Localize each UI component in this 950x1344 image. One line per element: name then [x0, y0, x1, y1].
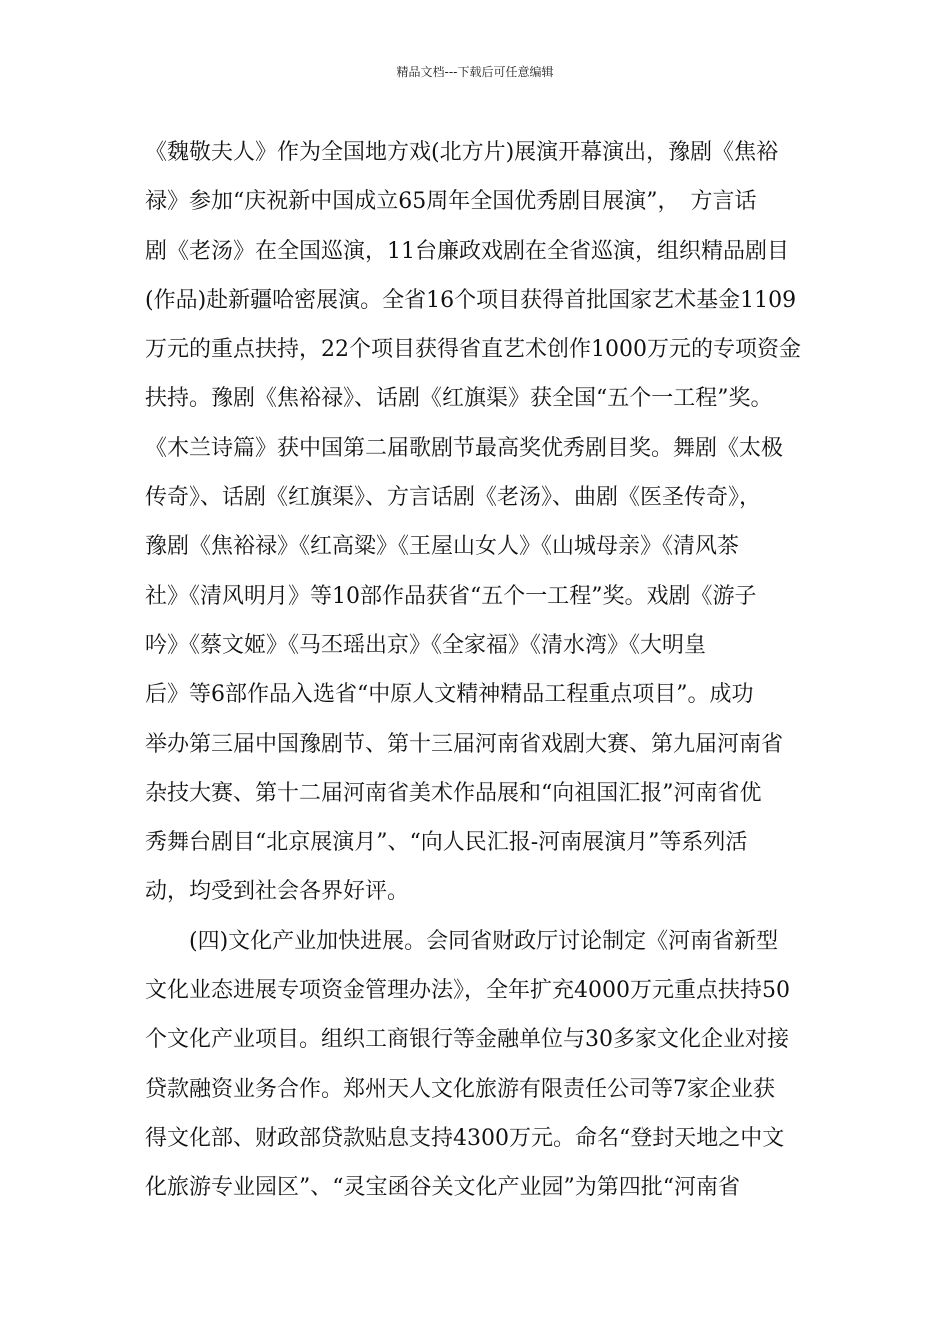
text-line: 吟》《蔡文姬》《马丕瑶出京》《全家福》《清水湾》《大明皇: [145, 632, 707, 658]
text-line: 扶持。豫剧《焦裕禄》、话剧《红旗渠》获全国“五个一工程”奖。: [145, 386, 773, 412]
text-line: 秀舞台剧目“北京展演月”、“向人民汇报-河南展演月”等系列活: [145, 830, 748, 856]
text-line: 个文化产业项目。组织工商银行等金融单位与30多家文化企业对接: [145, 1027, 789, 1053]
text-line: 文化业态进展专项资金管理办法》，全年扩充4000万元重点扶持50: [145, 978, 790, 1004]
text-line: 贷款融资业务合作。郑州天人文化旅游有限责任公司等7家企业获: [145, 1076, 775, 1102]
text-line: 剧《老汤》在全国巡演，11台廉政戏剧在全省巡演，组织精品剧目: [145, 238, 789, 264]
text-line: 杂技大赛、第十二届河南省美术作品展和“向祖国汇报”河南省优: [145, 780, 762, 806]
text-line: 社》《清风明月》等10部作品获省“五个一工程”奖。戏剧《游子: [145, 583, 757, 609]
text-line: 举办第三届中国豫剧节、第十三届河南省戏剧大赛、第九届河南省: [145, 731, 784, 757]
text-line: 化旅游专业园区”、“灵宝函谷关文化产业园”为第四批“河南省: [145, 1175, 740, 1201]
body-text: [145, 128, 815, 1213]
text-line: 传奇》、话剧《红旗渠》、方言话剧《老汤》、曲剧《医圣传奇》，: [145, 485, 762, 511]
text-line: 动，均受到社会各界好评。: [145, 879, 410, 905]
text-line: 后》等6部作品入选省“中原人文精神精品工程重点项目”。成功: [145, 682, 754, 708]
text-line: (作品)赴新疆哈密展演。全省16个项目获得首批国家艺术基金1109: [145, 287, 797, 313]
text-line: 《木兰诗篇》获中国第二届歌剧节最高奖优秀剧目奖。舞剧《太极: [145, 435, 784, 461]
text-line: 万元的重点扶持，22个项目获得省直艺术创作1000万元的专项资金: [145, 337, 801, 363]
text-line: 禄》参加“庆祝新中国成立65周年全国优秀剧目展演”， 方言话: [145, 189, 757, 215]
text-line: (四)文化产业加快进展。会同省财政厅讨论制定《河南省新型: [189, 928, 779, 954]
text-line: 豫剧《焦裕禄》《红高粱》《王屋山女人》《山城母亲》《清风茶: [145, 534, 740, 560]
text-line: 《魏敬夫人》作为全国地方戏(北方片)展演开幕演出，豫剧《焦裕: [145, 140, 779, 165]
text-line: 得文化部、财政部贷款贴息支持4300万元。命名“登封天地之中文: [145, 1125, 785, 1151]
page-header: 精品文档---下载后可任意编辑: [396, 65, 554, 79]
